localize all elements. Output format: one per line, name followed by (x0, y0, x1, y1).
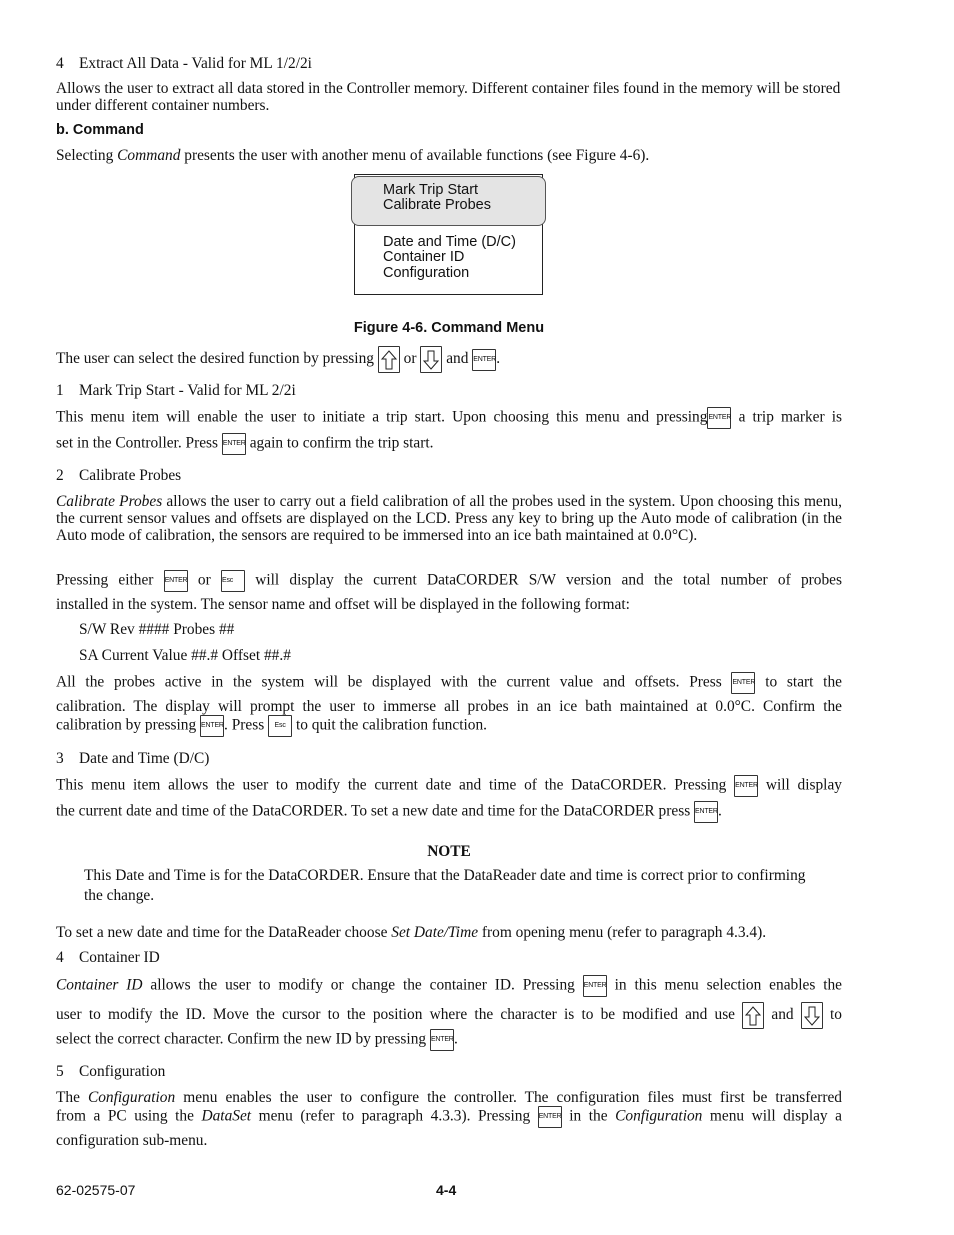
menu-item-container-id: Container ID (383, 249, 465, 265)
down-arrow-key-icon (420, 346, 442, 373)
calibrate-paragraph2-line1: Pressing either ENTER or Esc will display the current DataCORDER S/W version and the total number of probes (56, 570, 842, 592)
up-arrow-key-icon (378, 346, 400, 373)
select-paragraph: The user can select the desired function by pressing or and ENTER. (56, 346, 842, 373)
calibrate-paragraph3-line2: calibration. The display will prompt the user to immerse all probes in an ice bath maintained at 0.0°C. Confirm the (56, 698, 842, 715)
config-paragraph-line3: configuration sub-menu. (56, 1132, 208, 1149)
esc-key-icon: Esc (268, 715, 292, 737)
menu-item-configuration: Configuration (383, 265, 470, 281)
format-line-1: S/W Rev #### Probes ## (79, 621, 235, 638)
format-line-2: SA Current Value ##.# Offset ##.# (79, 647, 291, 664)
enter-key-icon: ENTER (538, 1106, 562, 1128)
command-heading: b. Command (56, 122, 144, 138)
figure-caption: Figure 4-6. Command Menu (353, 320, 545, 336)
calibrate-paragraph2-line2: installed in the system. The sensor name and offset will be displayed in the following format: (56, 596, 630, 613)
container-paragraph-line3: select the correct character. Confirm the new ID by pressing ENTER. (56, 1029, 842, 1051)
note-text: This Date and Time is for the DataCORDER. Ensure that the DataReader date and time is correct prior to confirming the change. (84, 867, 806, 904)
page-number: 4-4 (436, 1182, 457, 1198)
enter-key-icon: ENTER (430, 1029, 454, 1051)
container-paragraph-line2: user to modify the ID. Move the cursor to the position where the character is to be modified and use and to (56, 1002, 842, 1029)
container-paragraph-line1: Container ID allows the user to modify or change the container ID. Pressing ENTER in this menu selection enables the (56, 975, 842, 997)
command-paragraph: Selecting Command presents the user with another menu of available functions (see Figure 4-6). (56, 147, 650, 164)
datareader-paragraph: To set a new date and time for the DataReader choose Set Date/Time from opening menu (refer to paragraph 4.3.4). (56, 924, 767, 941)
enter-key-icon: ENTER (694, 801, 718, 823)
enter-key-icon: ENTER (200, 715, 224, 737)
date-paragraph-line2: the current date and time of the DataCORDER. To set a new date and time for the DataCORDER press ENTER. (56, 801, 842, 823)
enter-key-icon: ENTER (707, 407, 731, 429)
trip-paragraph-line1: This menu item will enable the user to initiate a trip start. Upon choosing this menu and pressingENTER a trip marker is (56, 407, 842, 429)
section-heading-calibrate: 2 Calibrate Probes (56, 467, 182, 484)
enter-key-icon: ENTER (583, 975, 607, 997)
section-heading-date-time: 3 Date and Time (D/C) (56, 750, 210, 767)
menu-item-mark-trip-start: Mark Trip Start (383, 182, 479, 198)
down-arrow-key-icon (801, 1002, 823, 1029)
enter-key-icon: ENTER (731, 672, 755, 694)
trip-paragraph-line2: set in the Controller. Press ENTER again to confirm the trip start. (56, 433, 842, 455)
section-heading-container-id: 4 Container ID (56, 949, 160, 966)
config-paragraph-line2: from a PC using the DataSet menu (refer to paragraph 4.3.3). Pressing ENTER in the Configuration menu will display a (56, 1106, 842, 1128)
enter-key-icon: ENTER (472, 349, 496, 371)
enter-key-icon: ENTER (164, 570, 188, 592)
command-menu (354, 174, 543, 295)
menu-item-date-time: Date and Time (D/C) (383, 234, 516, 250)
extract-paragraph: Allows the user to extract all data stored in the Controller memory. Different container files found in the memory will be stored under different container numbers. (56, 80, 841, 114)
calibrate-paragraph: Calibrate Probes allows the user to carry out a field calibration of all the probes used in the system. Upon choosing this menu, the current sensor values and offsets are displayed on the LCD. Press any key to bring up the Auto mode of calibration (in the Auto mode of calibration, the sensors are required to be immersed into an ice bath maintained at 0.0°C). (56, 493, 842, 544)
section-heading-configuration: 5 Configuration (56, 1063, 166, 1080)
up-arrow-key-icon (742, 1002, 764, 1029)
note-title: NOTE (427, 843, 471, 860)
section-heading-mark-trip: 1 Mark Trip Start - Valid for ML 2/2i (56, 382, 296, 399)
menu-item-calibrate-probes: Calibrate Probes (383, 197, 491, 213)
calibrate-paragraph3-line3: calibration by pressing ENTER. Press Esc to quit the calibration function. (56, 715, 842, 737)
esc-key-icon: Esc (221, 570, 245, 592)
config-paragraph-line1: The Configuration menu enables the user to configure the controller. The configuration files must first be transferred (56, 1089, 843, 1106)
calibrate-paragraph3-line1: All the probes active in the system will be displayed with the current value and offsets. Press ENTER to start the (56, 672, 842, 694)
section-heading-extract: 4 Extract All Data - Valid for ML 1/2/2i (56, 55, 312, 72)
date-paragraph-line1: This menu item allows the user to modify the current date and time of the DataCORDER. Pressing ENTER will display (56, 775, 842, 797)
enter-key-icon: ENTER (734, 775, 758, 797)
document-number: 62-02575-07 (56, 1182, 136, 1198)
enter-key-icon: ENTER (222, 433, 246, 455)
